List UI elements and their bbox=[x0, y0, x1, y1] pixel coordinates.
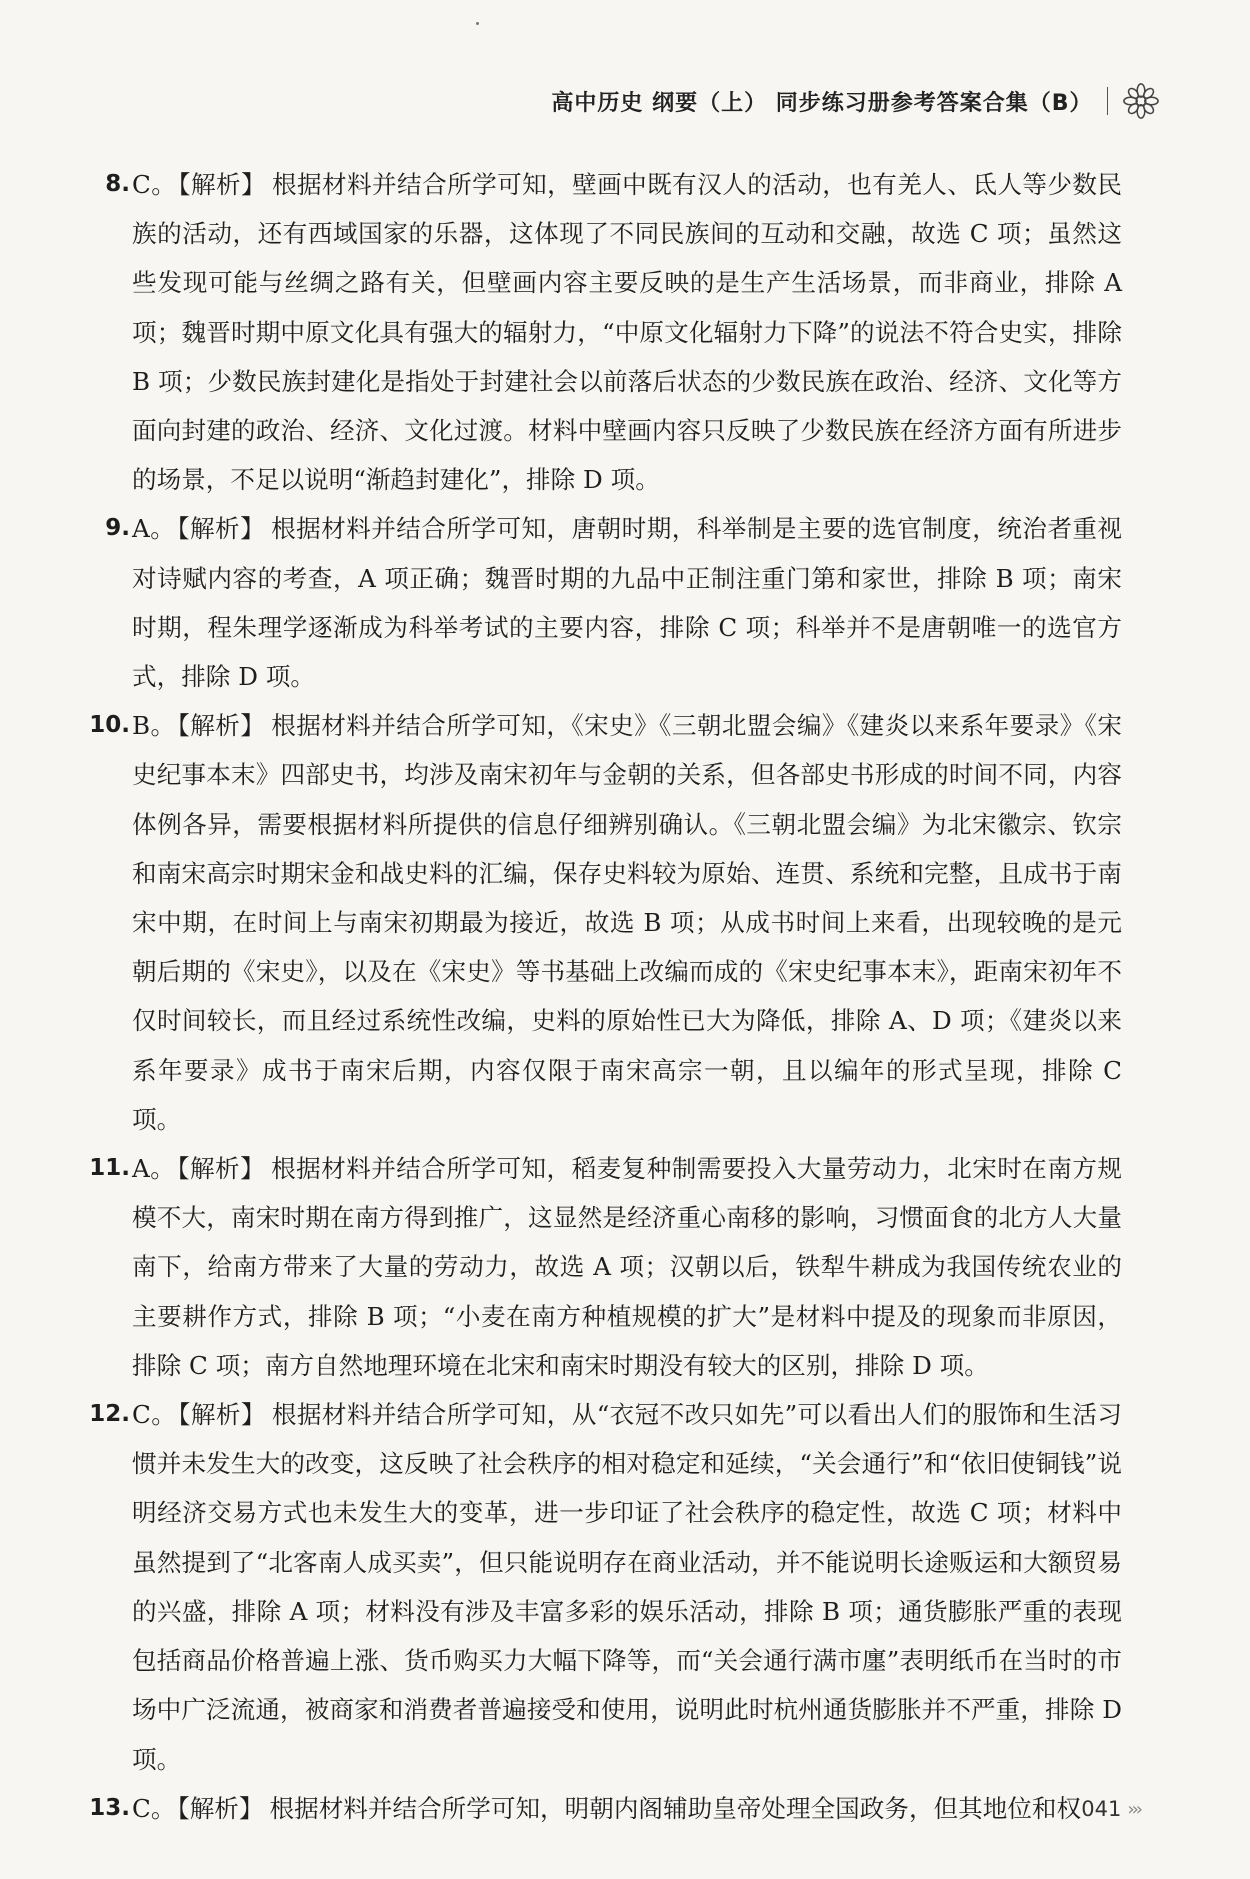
question-number: 10. bbox=[89, 712, 130, 739]
flower-icon bbox=[1122, 82, 1160, 120]
page-header bbox=[551, 82, 1160, 120]
analysis-text: 根据材料并结合所学可知，明朝内阁辅助皇帝处理全国政务，但其地位和权 bbox=[269, 1793, 1082, 1823]
answer-choice: A。 bbox=[132, 1154, 176, 1184]
analysis-tag: 【解析】 bbox=[177, 1793, 264, 1823]
question-number: 11. bbox=[89, 1155, 130, 1182]
header-title: 高中历史 纲要（上） 同步练习册参考答案合集（B） bbox=[551, 90, 1093, 116]
answer-choice: C。 bbox=[132, 170, 177, 199]
answer-choice: C。 bbox=[132, 1793, 176, 1823]
question-number: 8. bbox=[105, 171, 130, 197]
answer-item-11 bbox=[89, 1144, 1122, 1390]
analysis-tag: 【解析】 bbox=[177, 1154, 266, 1184]
answer-item-12 bbox=[89, 1390, 1122, 1784]
analysis-text: 根据材料并结合所学可知，壁画中既有汉人的活动，也有羌人、氐人等少数民族的活动，还有西域国家的乐器，这体现了不同民族间的互动和交融，故选 C 项；虽然这些发现可能与丝绸之路有关，但壁画内容主要反映的是生产生活场景，而非商业，排除 A 项；魏晋时期中原文化具有强大的辐射力，“中原文化辐射力下降”的说法不符合史实，排除 B 项；少数民族封建化是指处于封建社会以前落后状态的少数民族在政治、经济、文化等方面向封建的政治、经济、文化过渡。材料中壁画内容只反映了少数民族在经济方面有所进步的场景，不足以说明“渐趋封建化”，排除 D 项。 bbox=[132, 170, 1122, 495]
analysis-text: 根据材料并结合所学可知，从“衣冠不改只如先”可以看出人们的服饰和生活习惯并未发生大的改变，这反映了社会秩序的相对稳定和延续，“关会通行”和“依旧使铜钱”说明经济交易方式也未发生大的变革，进一步印证了社会秩序的稳定性，故选 C 项；材料中虽然提到了“北客南人成买卖”，但只能说明存在商业活动，并不能说明长途贩运和大额贸易的兴盛，排除 A 项；材料没有涉及丰富多彩的娱乐活动，排除 B 项；通货膨胀严重的表现包括商品价格普遍上涨、货币购买力大幅下降等，而“关会通行满市廛”表明纸币在当时的市场中广泛流通，被商家和消费者普遍接受和使用，说明此时杭州通货膨胀并不严重，排除 D 项。 bbox=[132, 1400, 1122, 1774]
question-number: 12. bbox=[89, 1401, 130, 1428]
answer-item-10 bbox=[89, 701, 1122, 1144]
answer-item-9 bbox=[98, 504, 1122, 701]
answer-choice: C。 bbox=[132, 1400, 177, 1430]
answer-choice: B。 bbox=[132, 711, 176, 741]
chevrons-right-icon: ››› bbox=[1127, 1798, 1140, 1820]
page-number: 041 bbox=[1081, 1797, 1122, 1821]
analysis-tag: 【解析】 bbox=[177, 711, 266, 741]
header-divider bbox=[1107, 87, 1109, 115]
analysis-text: 根据材料并结合所学可知，稻麦复种制需要投入大量劳动力，北宋时在南方规模不大，南宋时期在南方得到推广，这显然是经济重心南移的影响，习惯面食的北方人大量南下，给南方带来了大量的劳动力，故选 A 项；汉朝以后，铁犁牛耕成为我国传统农业的主要耕作方式，排除 B 项；“小麦在南方种植规模的扩大”是材料中提及的现象而非原因，排除 C 项；南方自然地理环境在北宋和南宋时期没有较大的区别，排除 D 项。 bbox=[132, 1154, 1122, 1380]
analysis-tag: 【解析】 bbox=[178, 1400, 266, 1430]
question-number: 9. bbox=[105, 515, 130, 542]
analysis-text: 根据材料并结合所学可知，《宋史》《三朝北盟会编》《建炎以来系年要录》《宋史纪事本末》四部史书，均涉及南宋初年与金朝的关系，但各部史书形成的时间不同，内容体例各异，需要根据材料所提供的信息仔细辨别确认。《三朝北盟会编》为北宋徽宗、钦宗和南宋高宗时期宋金和战史料的汇编，保存史料较为原始、连贯、系统和完整，且成书于南宋中期，在时间上与南宋初期最为接近，故选 B 项；从成书时间上来看，出现较晚的是元朝后期的《宋史》，以及在《宋史》等书基础上改编而成的《宋史纪事本末》，距南宋初年不仅时间较长，而且经过系统性改编，史料的原始性已大为降低，排除 A、D 项；《建炎以来系年要录》成书于南宋后期，内容仅限于南宋高宗一朝，且以编年的形式呈现，排除 C 项。 bbox=[132, 711, 1122, 1134]
answer-item-8 bbox=[98, 160, 1122, 504]
answer-item-13 bbox=[89, 1784, 1122, 1833]
question-number: 13. bbox=[89, 1794, 130, 1821]
answer-list bbox=[89, 160, 1122, 1833]
answer-choice: A。 bbox=[132, 514, 176, 544]
analysis-tag: 【解析】 bbox=[177, 514, 266, 544]
page-footer bbox=[1081, 1797, 1140, 1821]
analysis-text: 根据材料并结合所学可知，唐朝时期，科举制是主要的选官制度，统治者重视对诗赋内容的考查，A 项正确；魏晋时期的九品中正制注重门第和家世，排除 B 项；南宋时期，程朱理学逐渐成为科举考试的主要内容，排除 C 项；科举并不是唐朝唯一的选官方式，排除 D 项。 bbox=[132, 514, 1122, 692]
scan-dot bbox=[476, 22, 479, 25]
analysis-tag: 【解析】 bbox=[178, 170, 266, 199]
